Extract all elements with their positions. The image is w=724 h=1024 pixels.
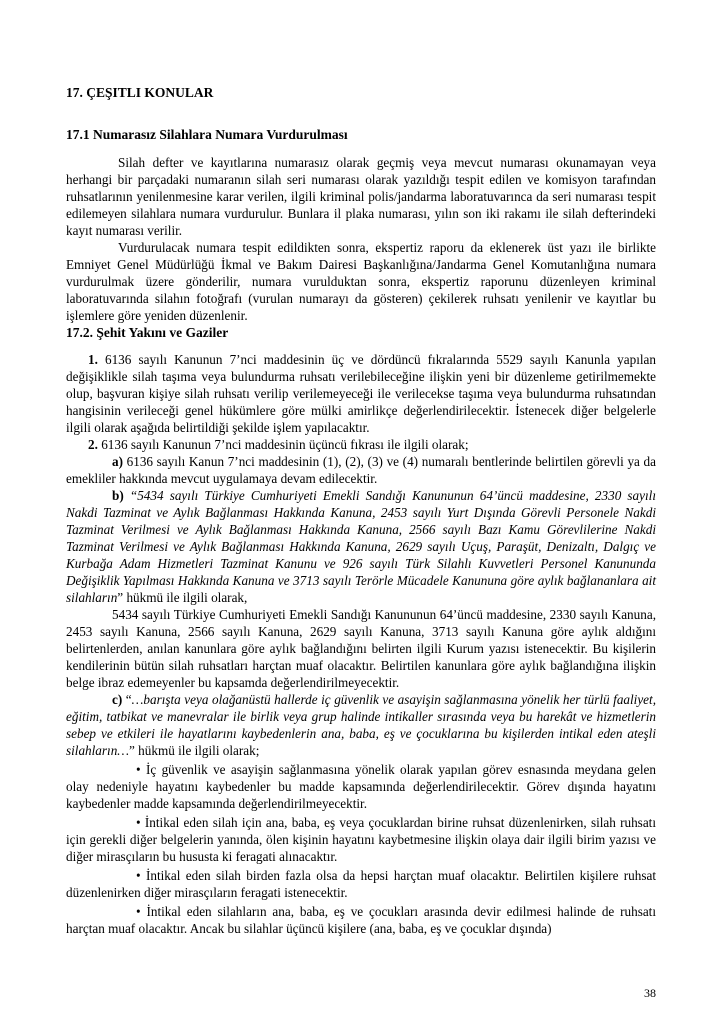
bullet-item xyxy=(66,903,656,937)
subitem-text: 6136 sayılı Kanun 7’nci maddesinin (1), (2), (3) ve (4) numaralı bentlerinde belirtilen görevli ya da emekliler hakkında mevcut uygulamaya devam edilecektir. xyxy=(66,454,656,486)
numbered-item-2 xyxy=(66,436,656,453)
item-text: 6136 sayılı Kanunun 7’nci maddesinin üçüncü fıkrası ile ilgili olarak; xyxy=(97,437,469,452)
bullet-icon: • xyxy=(136,904,141,919)
subitem-b xyxy=(66,487,656,606)
bullet-text: İntikal eden silah birden fazla olsa da hepsi harçtan muaf olacaktır. Belirtilen kişilere ruhsat düzenlenirken diğer mirasçıların feragati istenecektir. xyxy=(66,868,657,900)
subitem-c xyxy=(66,691,656,759)
paragraph: Silah defter ve kayıtlarına numarasız olarak geçmiş veya mevcut numarası okunamayan veya herhangi bir parçadaki numaranın silah seri numarası olarak yazıldığı tespit edilen ve komisyon tarafından ruhsatlarının yenilenmesine karar verilen, ilgili kriminal polis/jandarma laboratuvarınca da seri numarası tespit edilemeyen silahlara numara vurdurulur. Bunlara il plaka numarası, yılın son iki rakamı ile silah defterindeki kayıt numarası verilir. xyxy=(66,155,656,238)
bullet-item xyxy=(66,867,656,901)
bullet-text: İntikal eden silah için ana, baba, eş veya çocuklardan birine ruhsat düzenlenirken, silah ruhsatı için gerekli diğer belgelerin yanında, ölen kişinin hayatını kaybetmesine ilişkin olaya dair ilgili birim yazısı ve diğer mirasçıların bu hususta ki feragati alınacaktır. xyxy=(66,815,656,864)
subsection-title-17-2: 17.2. Şehit Yakını ve Gaziler xyxy=(66,325,229,340)
subsection-title-17-1: 17.1 Numarasız Silahlara Numara Vurdurulması xyxy=(66,127,348,142)
numbered-item-1 xyxy=(66,351,656,436)
section-title: 17. ÇEŞITLI KONULAR xyxy=(66,85,214,100)
bullet-text: İntikal eden silahların ana, baba, eş ve çocukları arasında devir edilmesi halinde de ruhsatı harçtan muaf olacaktır. Ancak bu silahlar üçüncü kişilere (ana, baba, eş ve çocuklar dışında) xyxy=(66,904,657,936)
quoted-provision: …barışta veya olağanüstü hallerde iç güvenlik ve asayişin sağlanmasına yönelik her türlü faaliyet, eğitim, tatbikat ve manevralar ile birlik veya grup halinde intikaller sırasında veya bu harekât ve hizmetlerin sebep ve etkileri ile hayatlarını kaybedenlerin ana, baba, eş ve çocuklarına bu kişilerden intikal eden ateşli silahların… xyxy=(66,692,656,758)
subitem-label: b) xyxy=(112,488,124,503)
bullet-text: İç güvenlik ve asayişin sağlanmasına yönelik olarak yapılan görev esnasında meydana gelen olay nedeniyle hayatını kaybedenler bu madde kapsamında değerlendirilecektir. Görev dışında hayatını kaybedenler madde kapsamında değerlendirilmeyecektir. xyxy=(66,762,656,811)
subitem-text: ” hükmü ile ilgili olarak, xyxy=(117,590,248,605)
subitem-label: c) xyxy=(112,692,123,707)
bullet-icon: • xyxy=(136,815,141,830)
item-number: 1. xyxy=(88,352,98,367)
quote-mark: “ xyxy=(122,692,132,707)
page-number: 38 xyxy=(644,986,656,1000)
bullet-icon: • xyxy=(136,762,141,777)
item-text: 6136 sayılı Kanunun 7’nci maddesinin üç ve dördüncü fıkralarında 5529 sayılı Kanunla yapılan değişiklikle silah taşıma veya bulundurma ruhsatı verilebileceğine ilişkin yeni bir düzenleme getirilmemekte olup, başvuran kişiye silah ruhsatı verilip verilemeyeceği ile verilecekse taşıma veya bulundurma ruhsatından hangisinin verileceği genel hükümlere göre mülki amirlikçe değerlendirilecektir. İstenecek diğer belgelerle ilgili olarak aşağıda belirtildiği şekilde işlem yapılacaktır. xyxy=(66,352,656,435)
bullet-item xyxy=(66,814,656,865)
paragraph: Vurdurulacak numara tespit edildikten sonra, ekspertiz raporu da eklenerek üst yazı ile birlikte Emniyet Genel Müdürlüğü İkmal ve Bakım Dairesi Başkanlığına/Jandarma Genel Komutanlığına numara vurdurulmak üzere gönderilir, numara vurulduktan sonra, ekspertiz raporunu düzenleyen kriminal laboratuvarında silahın fotoğrafı (vurulan numarayı da gösteren) çekilerek ruhsatı yenilenir ve kayıtlar bu işlemlere göre yeniden düzenlenir. xyxy=(66,240,656,323)
bullet-item xyxy=(66,761,656,812)
subitem-a xyxy=(66,453,656,487)
subitem-text: ” hükmü ile ilgili olarak; xyxy=(129,743,260,758)
paragraph: 5434 sayılı Türkiye Cumhuriyeti Emekli Sandığı Kanununun 64’üncü maddesine, 2330 sayılı Kanuna, 2453 sayılı Kanuna, 2566 sayılı Kanuna, 2629 sayılı Kanuna, 3713 sayılı Kanuna göre aylık aldığını belirtenlerden, anılan kanunlara göre aylık bağlandığını belirten ilgili Kurum yazısı istenecektir. Bu kişilerin kendilerinin bütün silah ruhsatları harçtan muaf olacaktır. Belirtilen kanunlara göre aylık bağlandığına ilişkin belge ibraz edemeyenler bu kapsamda değerlendirilmeyecektir. xyxy=(66,607,656,690)
item-number: 2. xyxy=(88,437,98,452)
subitem-label: a) xyxy=(112,454,123,469)
quoted-provision: “5434 sayılı Türkiye Cumhuriyeti Emekli Sandığı Kanununun 64’üncü maddesine, 2330 sayılı Nakdi Tazminat ve Aylık Bağlanması Hakkında Kanuna, 2453 sayılı Yurt Dışında Görevli Personele Nakdi Tazminat Verilmesi ve Aylık Bağlanması Hakkında Kanuna, 2566 sayılı Bazı Kamu Görevlilerine Nakdi Tazminat Verilmesi ve Aylık Bağlanması Hakkında Kanuna, 2629 sayılı Uçuş, Paraşüt, Denizaltı, Dalgıç ve Kurbağa Adam Hizmetleri Tazminat Kanunu ve 926 sayılı Türk Silahlı Kuvvetleri Personel Kanununda Değişiklik Yapılması Hakkında Kanuna ve 3713 sayılı Terörle Mücadele Kanununa göre aylık bağlananlara ait silahların xyxy=(66,488,656,605)
page-content xyxy=(66,84,656,937)
bullet-icon: • xyxy=(136,868,141,883)
